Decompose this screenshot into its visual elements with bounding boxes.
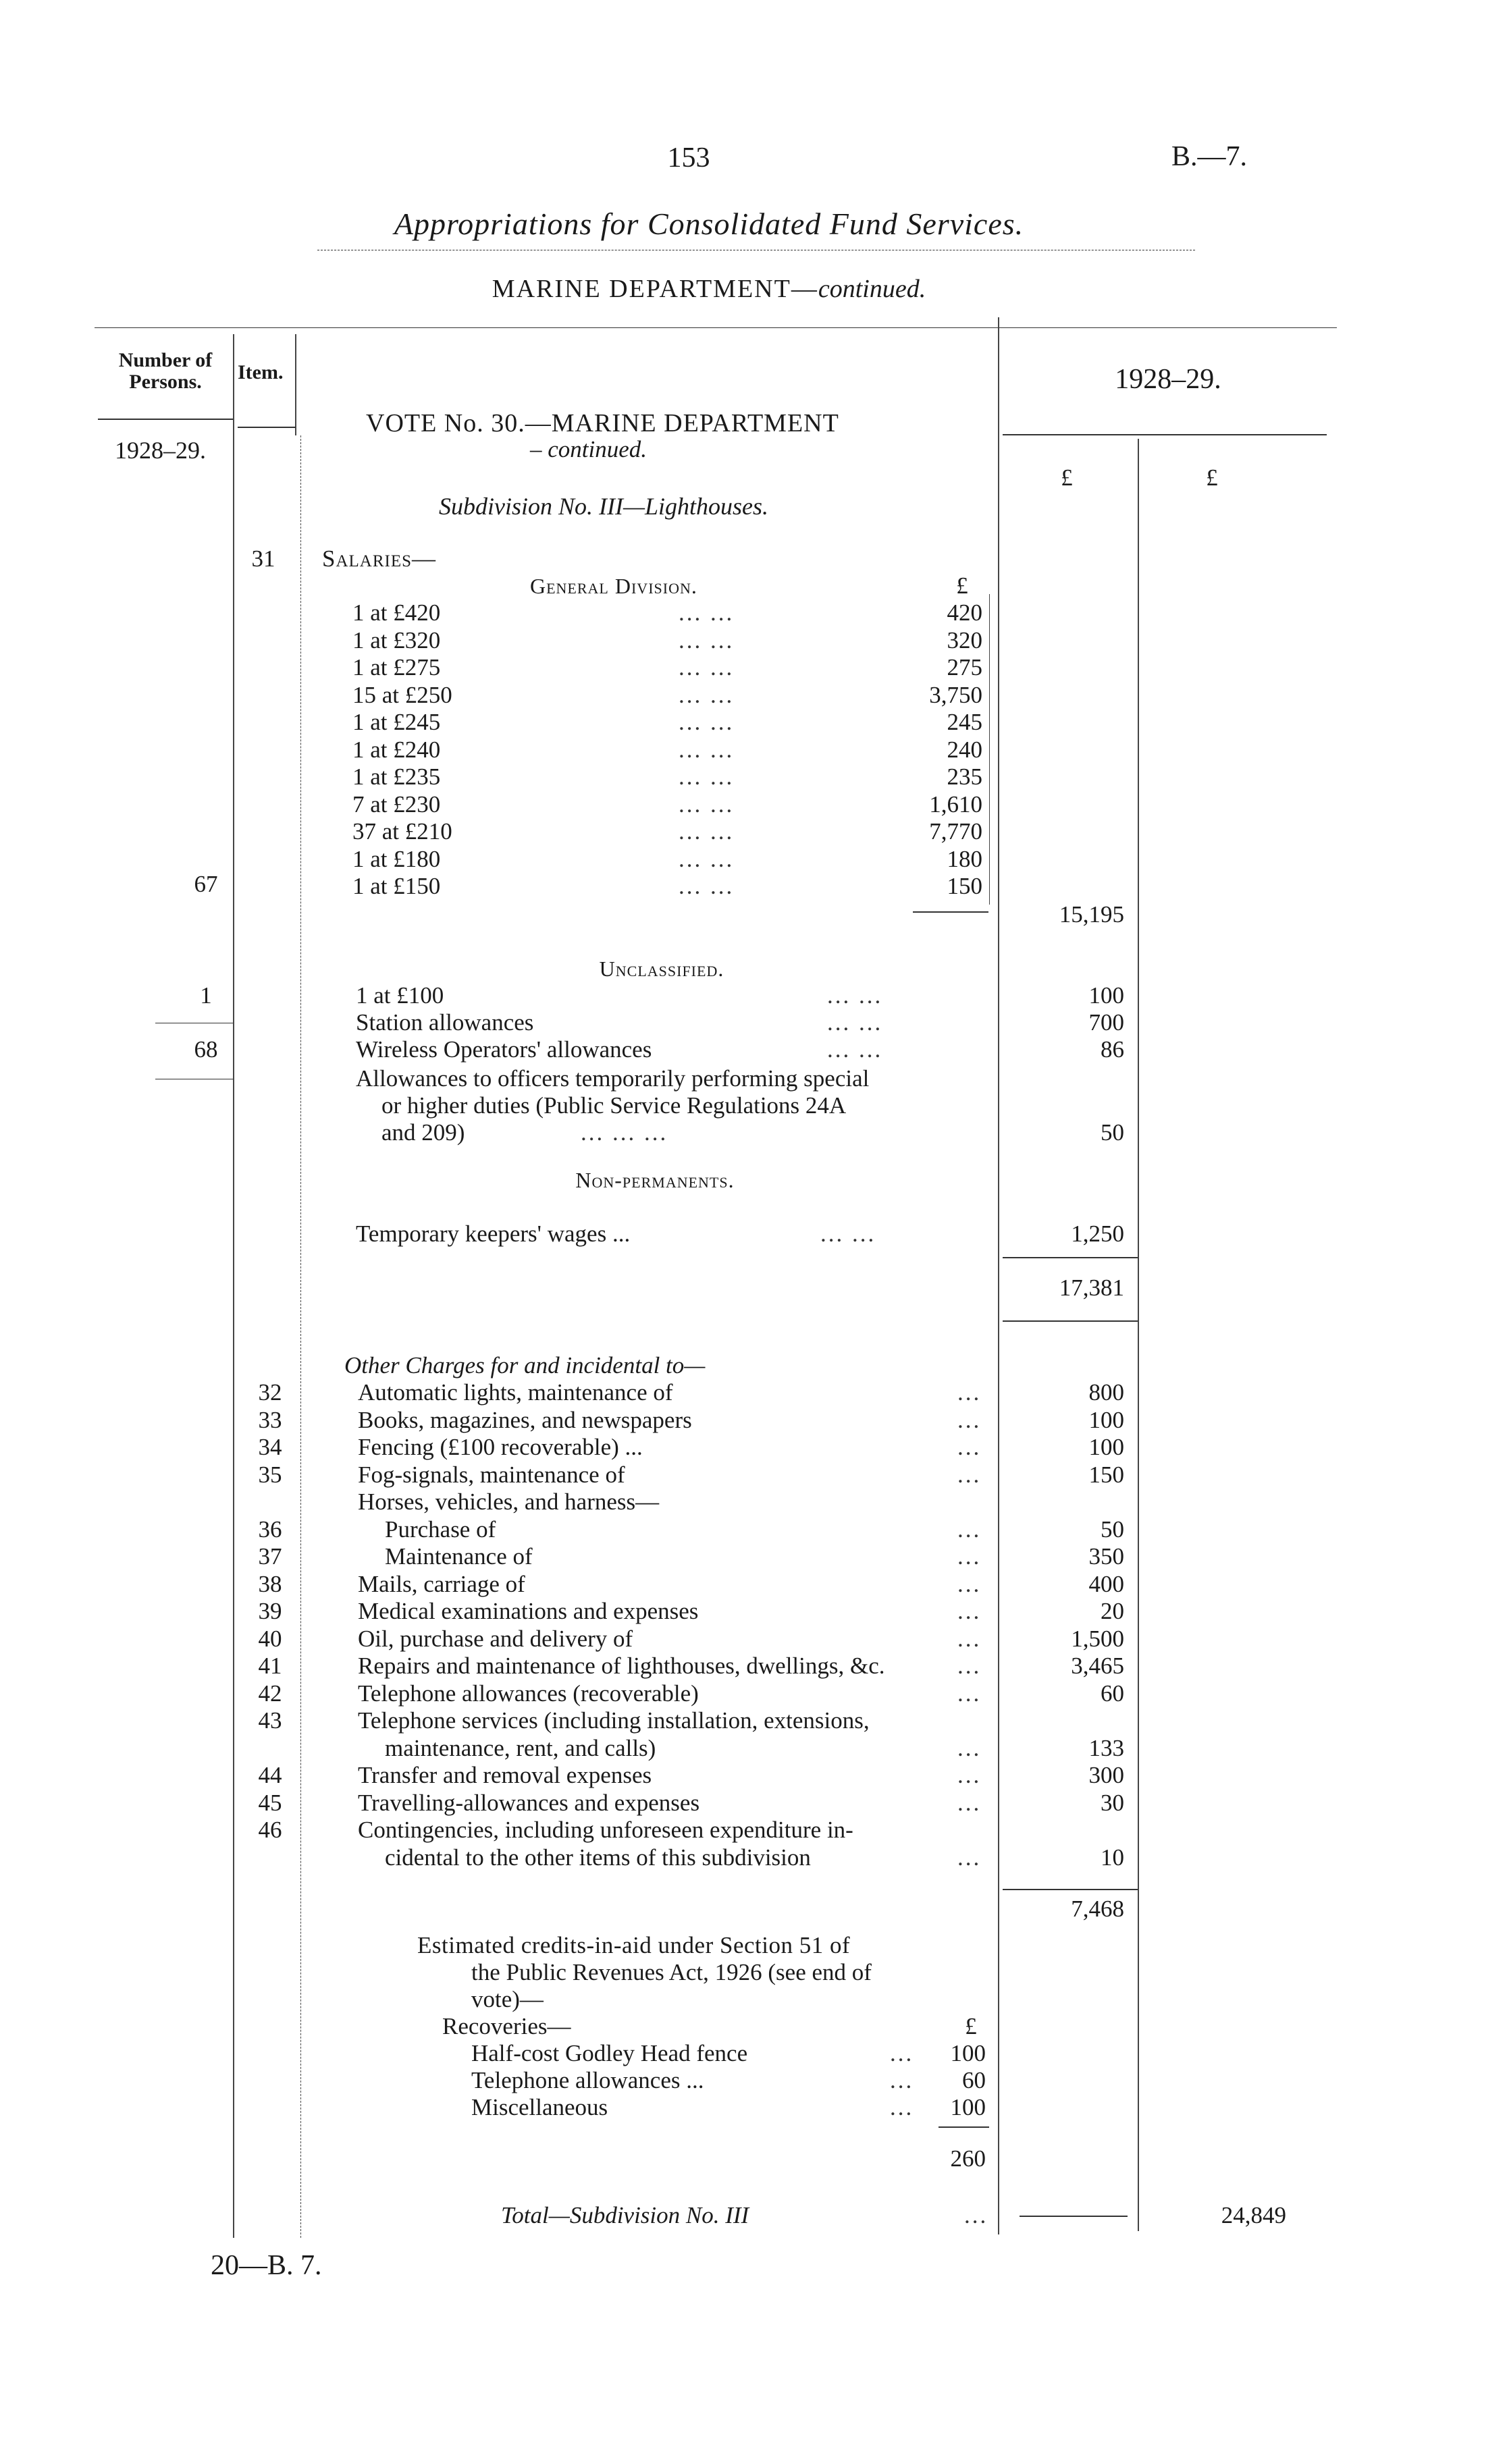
other-charge-amount: 20	[1101, 1598, 1124, 1624]
recovery-row-dots: ...	[890, 2094, 914, 2120]
other-charge-item-number: 34	[258, 1434, 282, 1460]
salary-row-amount: 180	[947, 846, 982, 872]
salary-row-label: 1 at £235	[352, 764, 441, 790]
col-rule-amount	[1138, 439, 1139, 2231]
header-item: Item.	[238, 361, 284, 383]
unclassified-row-amount: 86	[1101, 1036, 1124, 1063]
other-charge-dots: ...	[957, 1735, 982, 1761]
other-charge-label: Oil, purchase and delivery of	[358, 1626, 633, 1652]
salary-row-amount: 245	[947, 709, 982, 735]
persons-header-rule	[98, 419, 233, 420]
general-pound: £	[956, 572, 968, 599]
general-division-heading: General Division.	[530, 574, 697, 598]
other-charge-item-number: 32	[258, 1379, 282, 1405]
recovery-row-amount: 100	[950, 2040, 986, 2066]
header-year-right: 1928–29.	[1115, 364, 1221, 395]
other-charge-dots: ...	[957, 1680, 982, 1707]
other-charge-label: Travelling-allowances and expenses	[358, 1790, 700, 1816]
subdivision-title: Subdivision No. III—Lighthouses.	[439, 493, 769, 520]
header-year-left: 1928–29.	[115, 437, 206, 464]
other-charge-amount: 400	[1088, 1571, 1124, 1597]
col-rule-persons	[233, 334, 234, 2238]
other-charge-item-number: 41	[258, 1653, 282, 1679]
table-top-rule	[95, 327, 1337, 328]
other-charge-item-number: 43	[258, 1707, 282, 1734]
salary-row-amount: 320	[947, 627, 982, 653]
other-charge-label: Purchase of	[385, 1516, 496, 1543]
subdivision-total-dots: ...	[964, 2202, 988, 2228]
other-charge-item-number: 44	[258, 1762, 282, 1788]
other-charge-item-number: 39	[258, 1598, 282, 1624]
subcol-rule	[989, 594, 990, 905]
salary-row-amount: 7,770	[929, 818, 982, 845]
other-charge-label: Contingencies, including unforeseen expenditure in-	[358, 1817, 853, 1843]
subdivision-total-amount: 24,849	[1221, 2202, 1286, 2228]
other-charges-total: 7,468	[1071, 1896, 1124, 1922]
salary-row-dots: ... ...	[679, 654, 735, 680]
unclassified-row-dots: ... ...	[827, 982, 883, 1009]
non-permanents-heading: Non-permanents.	[575, 1168, 735, 1192]
other-charge-amount: 60	[1101, 1680, 1124, 1707]
col-rule-item	[300, 435, 301, 2238]
persons-count: 68	[194, 1036, 218, 1063]
salary-row-amount: 150	[947, 873, 982, 899]
other-charge-amount: 133	[1088, 1735, 1124, 1761]
footer-code: 20—B. 7.	[211, 2250, 322, 2281]
recovery-row-dots: ...	[890, 2040, 914, 2066]
other-charge-amount: 30	[1101, 1790, 1124, 1816]
unclassified-row-dots: ... ...	[827, 1036, 883, 1063]
other-charge-dots: ...	[957, 1516, 982, 1543]
other-charge-dots: ...	[957, 1571, 982, 1597]
vote-continued: – continued.	[530, 436, 647, 462]
credits-line-2: the Public Revenues Act, 1926 (see end of	[471, 1959, 872, 1985]
recovery-row-amount: 100	[950, 2094, 986, 2120]
other-charge-label: Fencing (£100 recoverable) ...	[358, 1434, 643, 1460]
other-charge-label: cidental to the other items of this subdivision	[385, 1844, 811, 1871]
other-charge-dots: ...	[957, 1790, 982, 1816]
department-heading	[371, 275, 1047, 302]
other-charge-item-number: 35	[258, 1462, 282, 1488]
other-charge-dots: ...	[957, 1653, 982, 1679]
other-charge-item-number: 33	[258, 1407, 282, 1433]
salary-row-dots: ... ...	[679, 846, 735, 872]
salary-row-dots: ... ...	[679, 682, 735, 708]
unclassified-row-amount: 700	[1088, 1009, 1124, 1036]
allowances-dots: ... ... ...	[581, 1119, 668, 1146]
other-charge-amount: 100	[1088, 1434, 1124, 1460]
salary-row-label: 15 at £250	[352, 682, 452, 708]
other-charge-label: Telephone services (including installation, extensions,	[358, 1707, 870, 1734]
other-charges-heading: Other Charges for and incidental to—	[344, 1352, 706, 1378]
pound-col-1: £	[1061, 464, 1073, 491]
unclassified-row-label: Station allowances	[356, 1009, 534, 1036]
subdivision-total-dash	[1020, 2216, 1128, 2217]
salary-row-amount: 3,750	[929, 682, 982, 708]
other-charge-dots: ...	[957, 1626, 982, 1652]
vote-title: VOTE No. 30.—MARINE DEPARTMENT	[366, 409, 839, 437]
other-charge-label: Horses, vehicles, and harness—	[358, 1489, 660, 1515]
salary-row-label: 37 at £210	[352, 818, 452, 845]
salary-row-label: 1 at £420	[352, 599, 441, 626]
other-charge-label: Repairs and maintenance of lighthouses, dwellings, &c.	[358, 1653, 885, 1679]
salary-row-label: 1 at £275	[352, 654, 441, 680]
department-continued: continued.	[818, 275, 926, 303]
other-charge-dots: ...	[957, 1462, 982, 1488]
recovery-row-label: Miscellaneous	[471, 2094, 608, 2120]
salary-row-dots: ... ...	[679, 818, 735, 845]
allowances-line-1: Allowances to officers temporarily performing special	[356, 1065, 870, 1092]
salary-row-amount: 420	[947, 599, 982, 626]
recovery-row-dots: ...	[890, 2067, 914, 2093]
temporary-dots: ... ...	[820, 1221, 876, 1247]
allowances-line-2: or higher duties (Public Service Regulations 24A	[381, 1092, 847, 1119]
salary-row-label: 1 at £180	[352, 846, 441, 872]
salary-row-amount: 235	[947, 764, 982, 790]
recovery-row-amount: 60	[962, 2067, 986, 2093]
other-charge-dots: ...	[957, 1598, 982, 1624]
temporary-label: Temporary keepers' wages ...	[356, 1221, 631, 1247]
other-charge-dots: ...	[957, 1407, 982, 1433]
other-charge-amount: 300	[1088, 1762, 1124, 1788]
other-charge-label: maintenance, rent, and calls)	[385, 1735, 656, 1761]
item-number: 31	[251, 545, 275, 572]
unclassified-row-label: Wireless Operators' allowances	[356, 1036, 652, 1063]
other-charge-label: Mails, carriage of	[358, 1571, 525, 1597]
other-charge-dots: ...	[957, 1844, 982, 1871]
other-charge-item-number: 45	[258, 1790, 282, 1816]
other-charge-amount: 150	[1088, 1462, 1124, 1488]
item-header-rule	[238, 427, 296, 428]
other-charge-label: Transfer and removal expenses	[358, 1762, 652, 1788]
other-charge-item-number: 46	[258, 1817, 282, 1843]
other-charge-amount: 10	[1101, 1844, 1124, 1871]
salary-row-dots: ... ...	[679, 709, 735, 735]
other-charge-item-number: 38	[258, 1571, 282, 1597]
persons-general: 67	[194, 871, 218, 897]
other-charge-dots: ...	[957, 1379, 982, 1405]
department-name: MARINE DEPARTMENT—	[492, 275, 818, 303]
salary-row-dots: ... ...	[679, 764, 735, 790]
general-total: 15,195	[1059, 901, 1124, 928]
pound-col-2: £	[1206, 464, 1218, 491]
other-charge-amount: 50	[1101, 1516, 1124, 1543]
page-number: 153	[667, 142, 710, 173]
salary-row-amount: 275	[947, 654, 982, 680]
salaries-total-rule-bottom	[1003, 1320, 1138, 1322]
other-charge-amount: 350	[1088, 1543, 1124, 1570]
other-charge-dots: ...	[957, 1543, 982, 1570]
salary-row-amount: 240	[947, 736, 982, 763]
other-charge-amount: 800	[1088, 1379, 1124, 1405]
unclassified-row-amount: 100	[1088, 982, 1124, 1009]
credits-line-1: Estimated credits-in-aid under Section 51 of	[417, 1932, 851, 1958]
header-number-of-persons: Number of Persons.	[118, 349, 213, 393]
salary-row-dots: ... ...	[679, 873, 735, 899]
salary-row-dots: ... ...	[679, 599, 735, 626]
salary-row-dots: ... ...	[679, 736, 735, 763]
recovery-row-label: Telephone allowances ...	[471, 2067, 704, 2093]
page-title: Appropriations for Consolidated Fund Services.	[394, 207, 1024, 241]
document-code: B.—7.	[1171, 141, 1248, 172]
other-charge-item-number: 40	[258, 1626, 282, 1652]
salary-row-amount: 1,610	[929, 791, 982, 818]
other-charge-amount: 1,500	[1071, 1626, 1124, 1652]
unclassified-row-label: 1 at £100	[356, 982, 444, 1009]
other-charge-label: Telephone allowances (recoverable)	[358, 1680, 699, 1707]
credits-total-rule	[938, 2126, 989, 2128]
credits-line-3: vote)—	[471, 1986, 544, 2012]
other-charge-item-number: 42	[258, 1680, 282, 1707]
persons-count: 1	[200, 982, 212, 1009]
salary-row-label: 1 at £150	[352, 873, 441, 899]
salary-row-label: 1 at £240	[352, 736, 441, 763]
allowances-line-3: and 209)	[381, 1119, 465, 1146]
col-rule-item-left	[295, 334, 296, 435]
recoveries-heading: Recoveries—	[442, 2013, 571, 2039]
other-charge-label: Automatic lights, maintenance of	[358, 1379, 673, 1405]
other-charge-item-number: 37	[258, 1543, 282, 1570]
salary-row-label: 7 at £230	[352, 791, 441, 818]
other-charge-dots: ...	[957, 1434, 982, 1460]
col-rule-desc	[998, 317, 999, 2234]
year-right-rule	[1003, 434, 1327, 435]
other-charge-label: Maintenance of	[385, 1543, 533, 1570]
salaries-total: 17,381	[1059, 1275, 1124, 1301]
credits-total: 260	[950, 2145, 986, 2172]
other-charge-label: Books, magazines, and newspapers	[358, 1407, 692, 1433]
allowances-amount: 50	[1101, 1119, 1124, 1146]
temporary-amount: 1,250	[1071, 1221, 1124, 1247]
other-charge-label: Fog-signals, maintenance of	[358, 1462, 625, 1488]
salary-row-label: 1 at £320	[352, 627, 441, 653]
other-charges-total-rule	[1003, 1889, 1138, 1890]
salaries-total-rule-top	[1003, 1257, 1138, 1258]
unclassified-heading: Unclassified.	[599, 957, 724, 981]
other-charge-amount: 100	[1088, 1407, 1124, 1433]
credits-pound: £	[965, 2013, 977, 2039]
other-charge-label: Medical examinations and expenses	[358, 1598, 699, 1624]
other-charge-amount: 3,465	[1071, 1653, 1124, 1679]
other-charge-item-number: 36	[258, 1516, 282, 1543]
salary-row-dots: ... ...	[679, 627, 735, 653]
recovery-row-label: Half-cost Godley Head fence	[471, 2040, 748, 2066]
salary-row-dots: ... ...	[679, 791, 735, 818]
unclassified-row-dots: ... ...	[827, 1009, 883, 1036]
other-charge-dots: ...	[957, 1762, 982, 1788]
subdivision-total-label: Total—Subdivision No. III	[501, 2202, 749, 2228]
salaries-heading: Salaries—	[322, 545, 437, 572]
general-subtotal-rule	[913, 911, 988, 913]
salary-row-label: 1 at £245	[352, 709, 441, 735]
